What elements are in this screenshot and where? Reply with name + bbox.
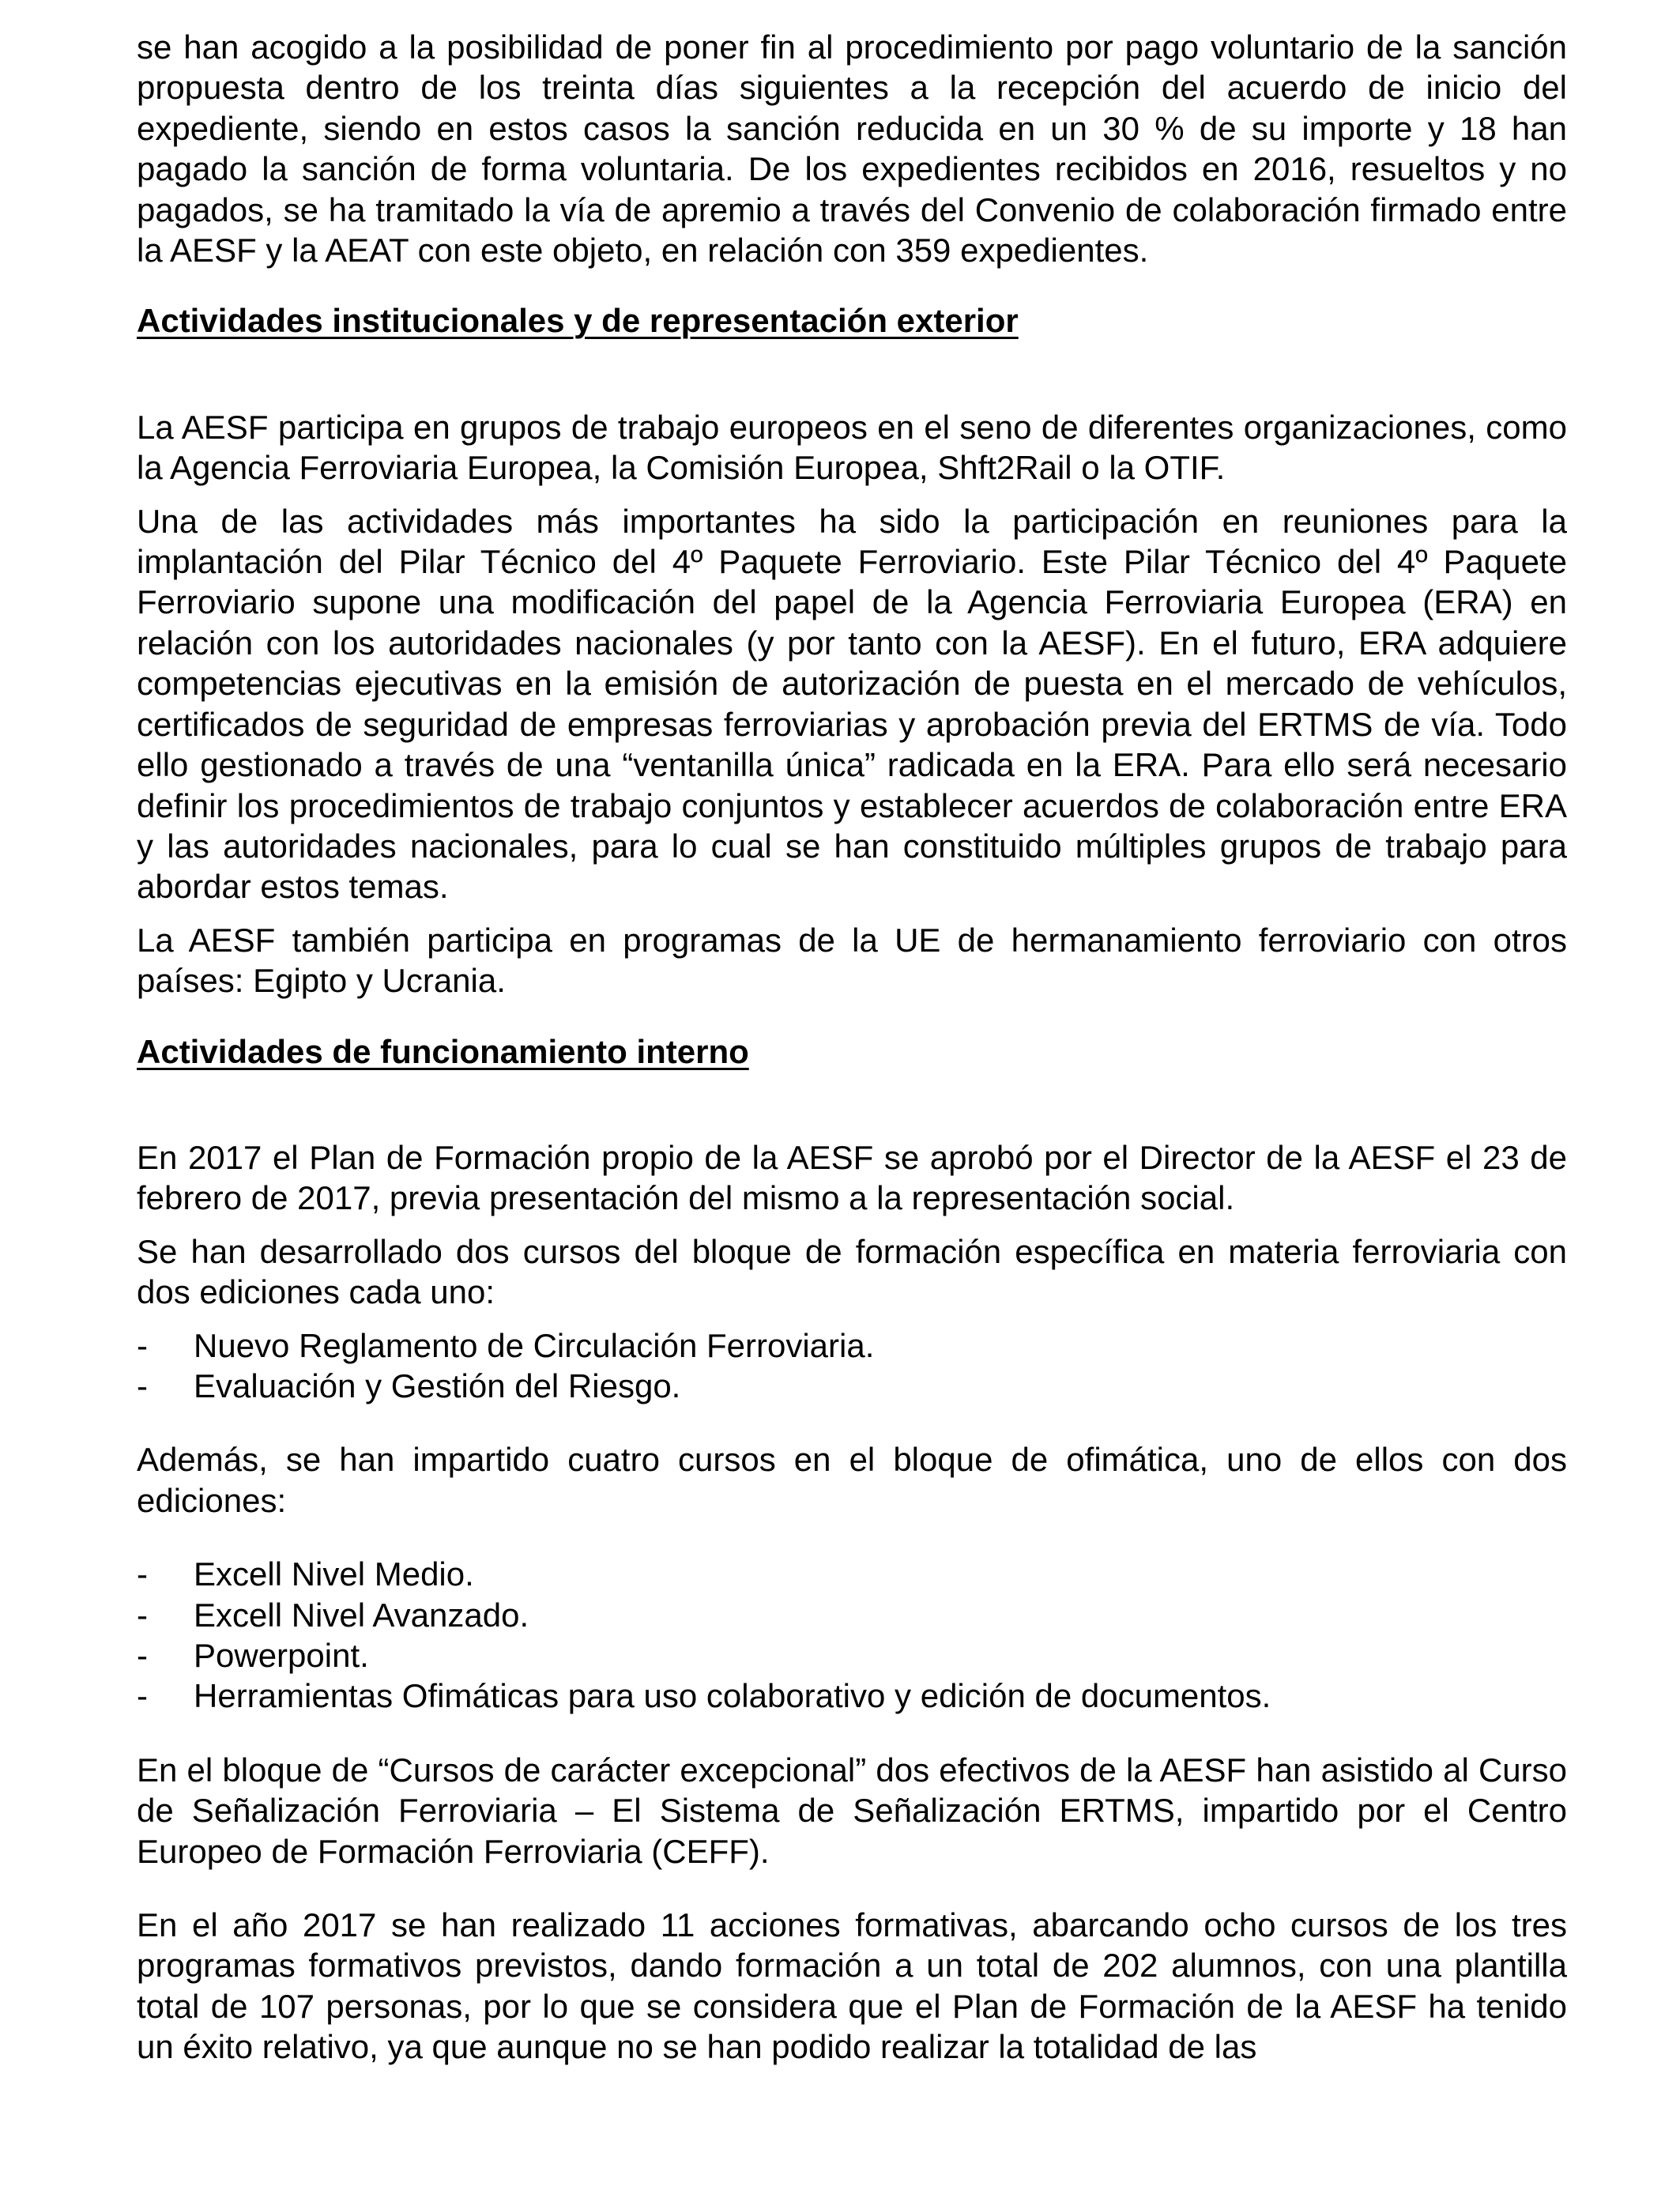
list-formacion-ferroviaria: [137, 1325, 1567, 1407]
list-item: [137, 1554, 1567, 1594]
paragraph-cursos-excepcionales: En el bloque de “Cursos de carácter excepcional” dos efectivos de la AESF han asistido al Curso de Señalización Ferroviaria – El Sistema de Señalización ERTMS, impartido por el Centro Europeo de Formación Ferroviaria (CEFF).: [137, 1751, 1567, 1870]
paragraph-cursos-ferroviaria: Se han desarrollado dos cursos del bloque de formación específica en materia ferroviaria con dos ediciones cada uno:: [137, 1232, 1567, 1311]
paragraph-pilar-tecnico: Una de las actividades más importantes ha sido la participación en reuniones para la implantación del Pilar Técnico del 4º Paquete Ferroviario. Este Pilar Técnico del 4º Paquete Ferroviario supone una modificación del papel de la Agencia Ferroviaria Europea (ERA) en relación con los autoridades nacionales (y por tanto con la AESF). En el futuro, ERA adquiere competencias ejecutivas en la emisión de autorización de puesta en el mercado de vehículos, certificados de seguridad de empresas ferroviarias y aprobación previa del ERTMS de vía. Todo ello gestionado a través de una “ventanilla única” radicada en la ERA. Para ello será necesario definir los procedimientos de trabajo conjuntos y establecer acuerdos de colaboración entre ERA y las autoridades nacionales, para lo cual se han constituido múltiples grupos de trabajo para abordar estos temas.: [137, 502, 1567, 906]
list-item: [137, 1325, 1567, 1366]
heading-interno: Actividades de funcionamiento interno: [137, 1032, 749, 1070]
list-item-text: Excell Nivel Medio.: [194, 1555, 474, 1593]
paragraph-hermanamiento: La AESF también participa en programas de la UE de hermanamiento ferroviario con otros países: Egipto y Ucrania.: [137, 921, 1567, 1000]
list-marker: -: [137, 1677, 148, 1715]
paragraph-grupos-europeos: La AESF participa en grupos de trabajo europeos en el seno de diferentes organizaciones, como la Agencia Ferroviaria Europea, la Comisión Europea, Shft2Rail o la OTIF.: [137, 408, 1567, 487]
paragraph-sanciones: se han acogido a la posibilidad de poner fin al procedimiento por pago voluntario de la sanción propuesta dentro de los treinta días siguientes a la recepción del acuerdo de inicio del expediente, siendo en estos casos la sanción reducida en un 30 % de su importe y 18 han pagado la sanción de forma voluntaria. De los expedientes recibidos en 2016, resueltos y no pagados, se ha tramitado la vía de apremio a través del Convenio de colaboración firmado entre la AESF y la AEAT con este objeto, en relación con 359 expedientes.: [137, 28, 1567, 270]
document-page: [137, 27, 1567, 2068]
list-marker: -: [137, 1367, 148, 1404]
list-item-text: Herramientas Ofimáticas para uso colaborativo y edición de documentos.: [194, 1677, 1271, 1715]
list-item-text: Nuevo Reglamento de Circulación Ferroviaria.: [194, 1326, 875, 1364]
list-marker: -: [137, 1326, 148, 1364]
list-item: [137, 1366, 1567, 1406]
list-marker: -: [137, 1596, 148, 1634]
heading-institucionales: Actividades institucionales y de representación exterior: [137, 302, 1019, 340]
paragraph-resumen-formacion: En el año 2017 se han realizado 11 acciones formativas, abarcando ocho cursos de los tres programas formativos previstos, dando formación a un total de 202 alumnos, con una plantilla total de 107 personas, por lo que se considera que el Plan de Formación de la AESF ha tenido un éxito relativo, ya que aunque no se han podido realizar la totalidad de las: [137, 1906, 1567, 2066]
list-item: [137, 1676, 1567, 1716]
paragraph-ofimatica: Además, se han impartido cuatro cursos en el bloque de ofimática, uno de ellos con dos ediciones:: [137, 1441, 1567, 1519]
list-item-text: Powerpoint.: [194, 1637, 369, 1674]
list-marker: -: [137, 1555, 148, 1593]
list-item: [137, 1595, 1567, 1635]
list-marker: -: [137, 1637, 148, 1674]
list-item-text: Evaluación y Gestión del Riesgo.: [194, 1367, 681, 1404]
list-item: [137, 1635, 1567, 1676]
list-ofimatica: [137, 1554, 1567, 1717]
paragraph-plan-formacion: En 2017 el Plan de Formación propio de la AESF se aprobó por el Director de la AESF el 23 de febrero de 2017, previa presentación del mismo a la representación social.: [137, 1138, 1567, 1217]
list-item-text: Excell Nivel Avanzado.: [194, 1596, 529, 1634]
